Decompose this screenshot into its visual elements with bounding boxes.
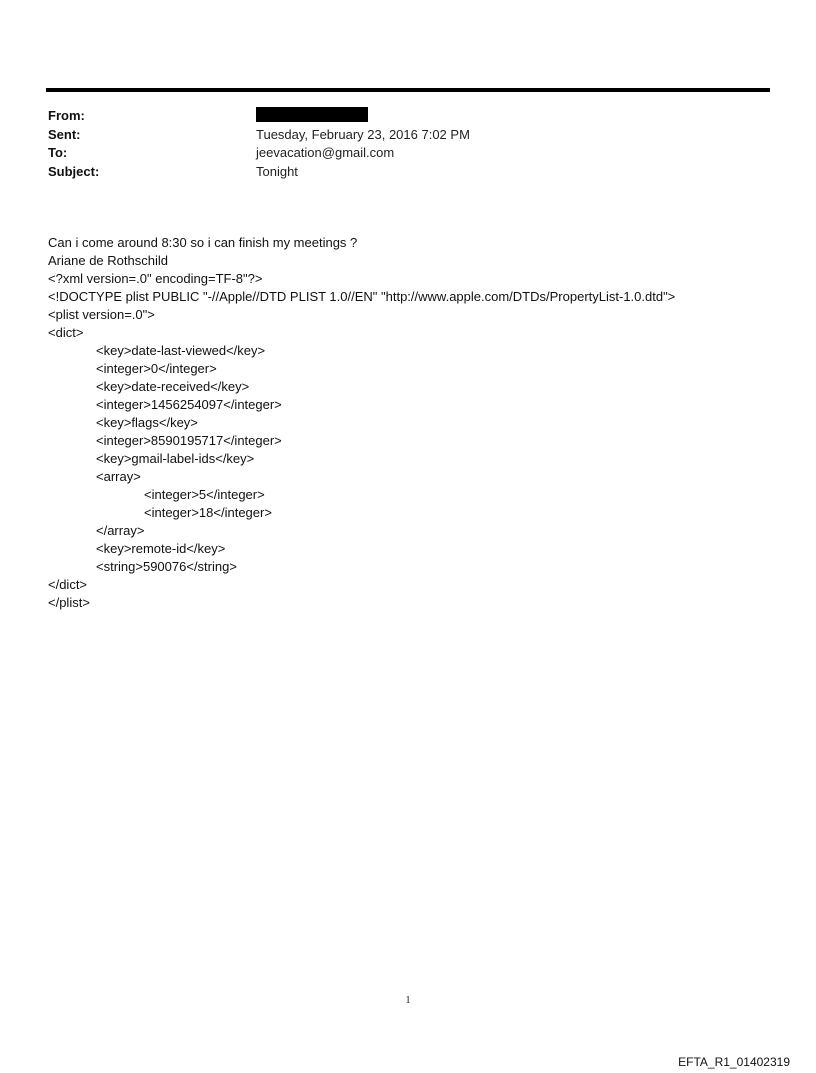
plist-line: <array>: [96, 469, 141, 484]
dict-open: <dict>: [48, 325, 84, 340]
header-from: [48, 107, 768, 126]
plist-line: <key>flags</key>: [96, 415, 198, 430]
plist-line: <key>gmail-label-ids</key>: [96, 451, 255, 466]
plist-line: <integer>0</integer>: [96, 361, 217, 376]
plist-close: </plist>: [48, 595, 90, 610]
plist-open: <plist version=.0">: [48, 307, 155, 322]
plist-line: <string>590076</string>: [96, 559, 237, 574]
plist-line: <integer>8590195717</integer>: [96, 433, 282, 448]
plist-line: </array>: [96, 523, 145, 538]
email-header: [48, 107, 768, 181]
redaction-block: [256, 107, 368, 122]
plist-line: <key>remote-id</key>: [96, 541, 226, 556]
plist-xml-decl: <?xml version=.0" encoding=TF-8"?>: [48, 271, 263, 286]
header-to: [48, 144, 768, 163]
header-subject: [48, 163, 768, 182]
bates-id: EFTA_R1_01402319: [678, 1055, 790, 1069]
plist-line: <key>date-last-viewed</key>: [96, 343, 266, 358]
header-subject-label: Subject:: [48, 163, 100, 179]
plist-line: <integer>1456254097</integer>: [96, 397, 282, 412]
header-subject-value: Tonight: [256, 163, 298, 179]
header-sent-value: Tuesday, February 23, 2016 7:02 PM: [256, 126, 470, 142]
header-to-value: jeevacation@gmail.com: [256, 145, 395, 160]
page-number: 1: [405, 995, 411, 1006]
header-from-label: From:: [48, 108, 85, 123]
header-sent: [48, 126, 768, 145]
body-signature: Ariane de Rothschild: [48, 253, 168, 268]
plist-line: <integer>5</integer>: [144, 487, 265, 502]
header-sent-label: Sent:: [48, 126, 81, 142]
email-body: [48, 234, 768, 612]
body-message: Can i come around 8:30 so i can finish my meetings ?: [48, 235, 358, 250]
plist-doctype: <!DOCTYPE plist PUBLIC "-//Apple//DTD PLIST 1.0//EN" "http://www.apple.com/DTDs/PropertyList-1.0.dtd">: [48, 289, 676, 304]
plist-line: <integer>18</integer>: [144, 505, 272, 520]
header-to-label: To:: [48, 145, 68, 160]
header-divider: [46, 88, 770, 92]
plist-line: <key>date-received</key>: [96, 379, 250, 394]
dict-close: </dict>: [48, 577, 88, 592]
